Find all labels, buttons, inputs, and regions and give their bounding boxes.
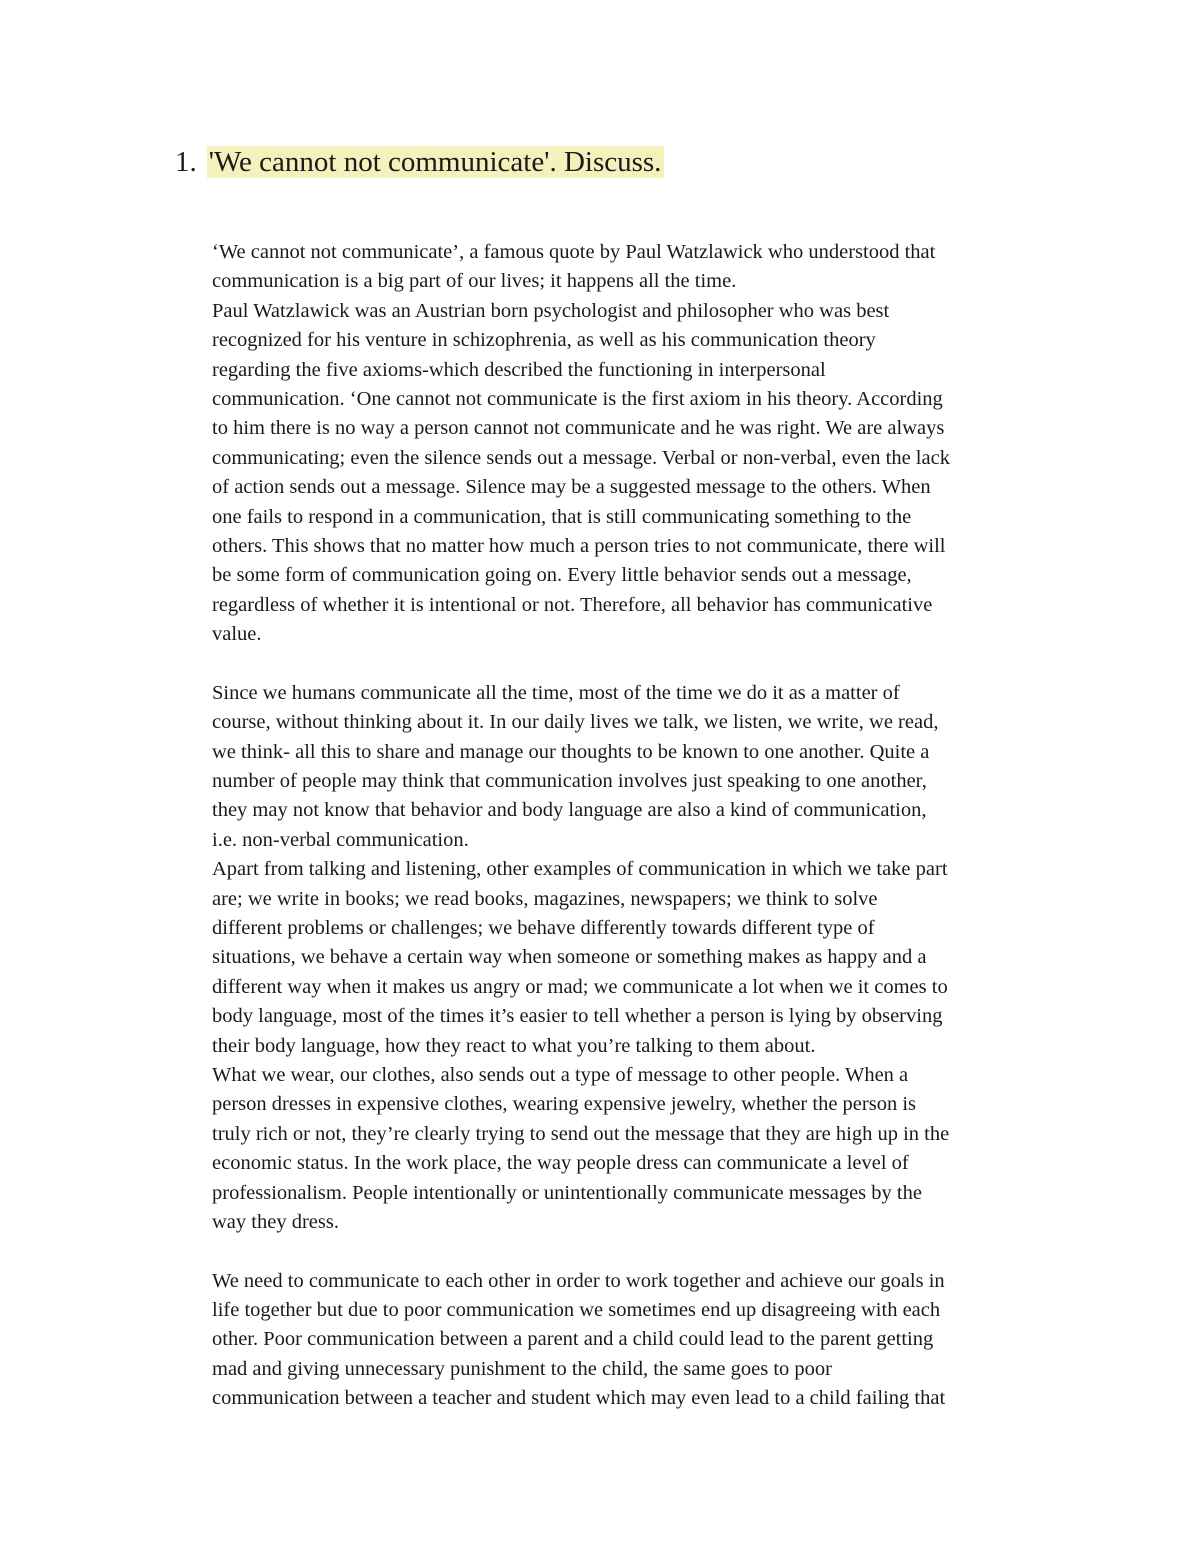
text-line: body language, most of the times it’s easier to tell whether a person is lying by observing xyxy=(212,1005,943,1028)
question-number: 1. xyxy=(175,146,197,178)
text-line: communicating; even the silence sends out a message. Verbal or non-verbal, even the lack xyxy=(212,446,950,469)
text-line: Apart from talking and listening, other examples of communication in which we take part xyxy=(212,858,948,881)
text-line: course, without thinking about it. In our daily lives we talk, we listen, we write, we read, xyxy=(212,711,939,734)
essay-body xyxy=(212,238,1082,1414)
text-line: one fails to respond in a communication, that is still communicating something to the xyxy=(212,505,912,528)
text-line: economic status. In the work place, the way people dress can communicate a level of xyxy=(212,1152,909,1175)
text-line: We need to communicate to each other in order to work together and achieve our goals in xyxy=(212,1269,945,1292)
text-line: they may not know that behavior and body language are also a kind of communication, xyxy=(212,799,927,822)
text-line: value. xyxy=(212,623,262,646)
text-line: Since we humans communicate all the time, most of the time we do it as a matter of xyxy=(212,681,900,704)
text-line: are; we write in books; we read books, magazines, newspapers; we think to solve xyxy=(212,887,878,910)
text-line: different problems or challenges; we behave differently towards different type of xyxy=(212,916,875,939)
text-line: others. This shows that no matter how much a person tries to not communicate, there will xyxy=(212,534,946,557)
text-line: situations, we behave a certain way when someone or something makes as happy and a xyxy=(212,946,927,969)
text-line: communication between a teacher and student which may even lead to a child failing that xyxy=(212,1387,946,1410)
text-line: different way when it makes us angry or mad; we communicate a lot when we it comes to xyxy=(212,975,948,998)
text-line: communication is a big part of our lives; it happens all the time. xyxy=(212,270,737,293)
text-line: regarding the five axioms-which described the functioning in interpersonal xyxy=(212,358,826,381)
text-line: of action sends out a message. Silence may be a suggested message to the others. When xyxy=(212,476,931,499)
paragraph-gap xyxy=(212,649,1082,678)
text-line: Paul Watzlawick was an Austrian born psychologist and philosopher who was best xyxy=(212,299,890,322)
text-line: their body language, how they react to what you’re talking to them about. xyxy=(212,1034,816,1057)
text-line: number of people may think that communication involves just speaking to one another, xyxy=(212,770,927,793)
question-heading xyxy=(175,143,664,181)
question-text-highlighted: 'We cannot not communicate'. Discuss. xyxy=(207,146,665,178)
text-line: to him there is no way a person cannot not communicate and he was right. We are always xyxy=(212,417,945,440)
text-line: recognized for his venture in schizophrenia, as well as his communication theory xyxy=(212,329,876,352)
paragraph-gap xyxy=(212,1237,1082,1266)
text-line: be some form of communication going on. Every little behavior sends out a message, xyxy=(212,564,912,587)
text-line: other. Poor communication between a parent and a child could lead to the parent getting xyxy=(212,1328,934,1351)
text-line: person dresses in expensive clothes, wearing expensive jewelry, whether the person is xyxy=(212,1093,916,1116)
text-line: mad and giving unnecessary punishment to the child, the same goes to poor xyxy=(212,1357,832,1380)
text-line: professionalism. People intentionally or unintentionally communicate messages by the xyxy=(212,1181,922,1204)
text-line: What we wear, our clothes, also sends out a type of message to other people. When a xyxy=(212,1063,909,1086)
text-line: life together but due to poor communication we sometimes end up disagreeing with each xyxy=(212,1299,941,1322)
text-line: way they dress. xyxy=(212,1210,339,1233)
text-line: i.e. non-verbal communication. xyxy=(212,828,469,851)
text-line: regardless of whether it is intentional or not. Therefore, all behavior has communicative xyxy=(212,593,933,616)
text-line: we think- all this to share and manage our thoughts to be known to one another. Quite a xyxy=(212,740,930,763)
text-line: ‘We cannot not communicate’, a famous quote by Paul Watzlawick who understood that xyxy=(212,241,936,263)
text-line: truly rich or not, they’re clearly trying to send out the message that they are high up in the xyxy=(212,1122,950,1145)
text-line: communication. ‘One cannot not communicate is the first axiom in his theory. According xyxy=(212,387,943,410)
